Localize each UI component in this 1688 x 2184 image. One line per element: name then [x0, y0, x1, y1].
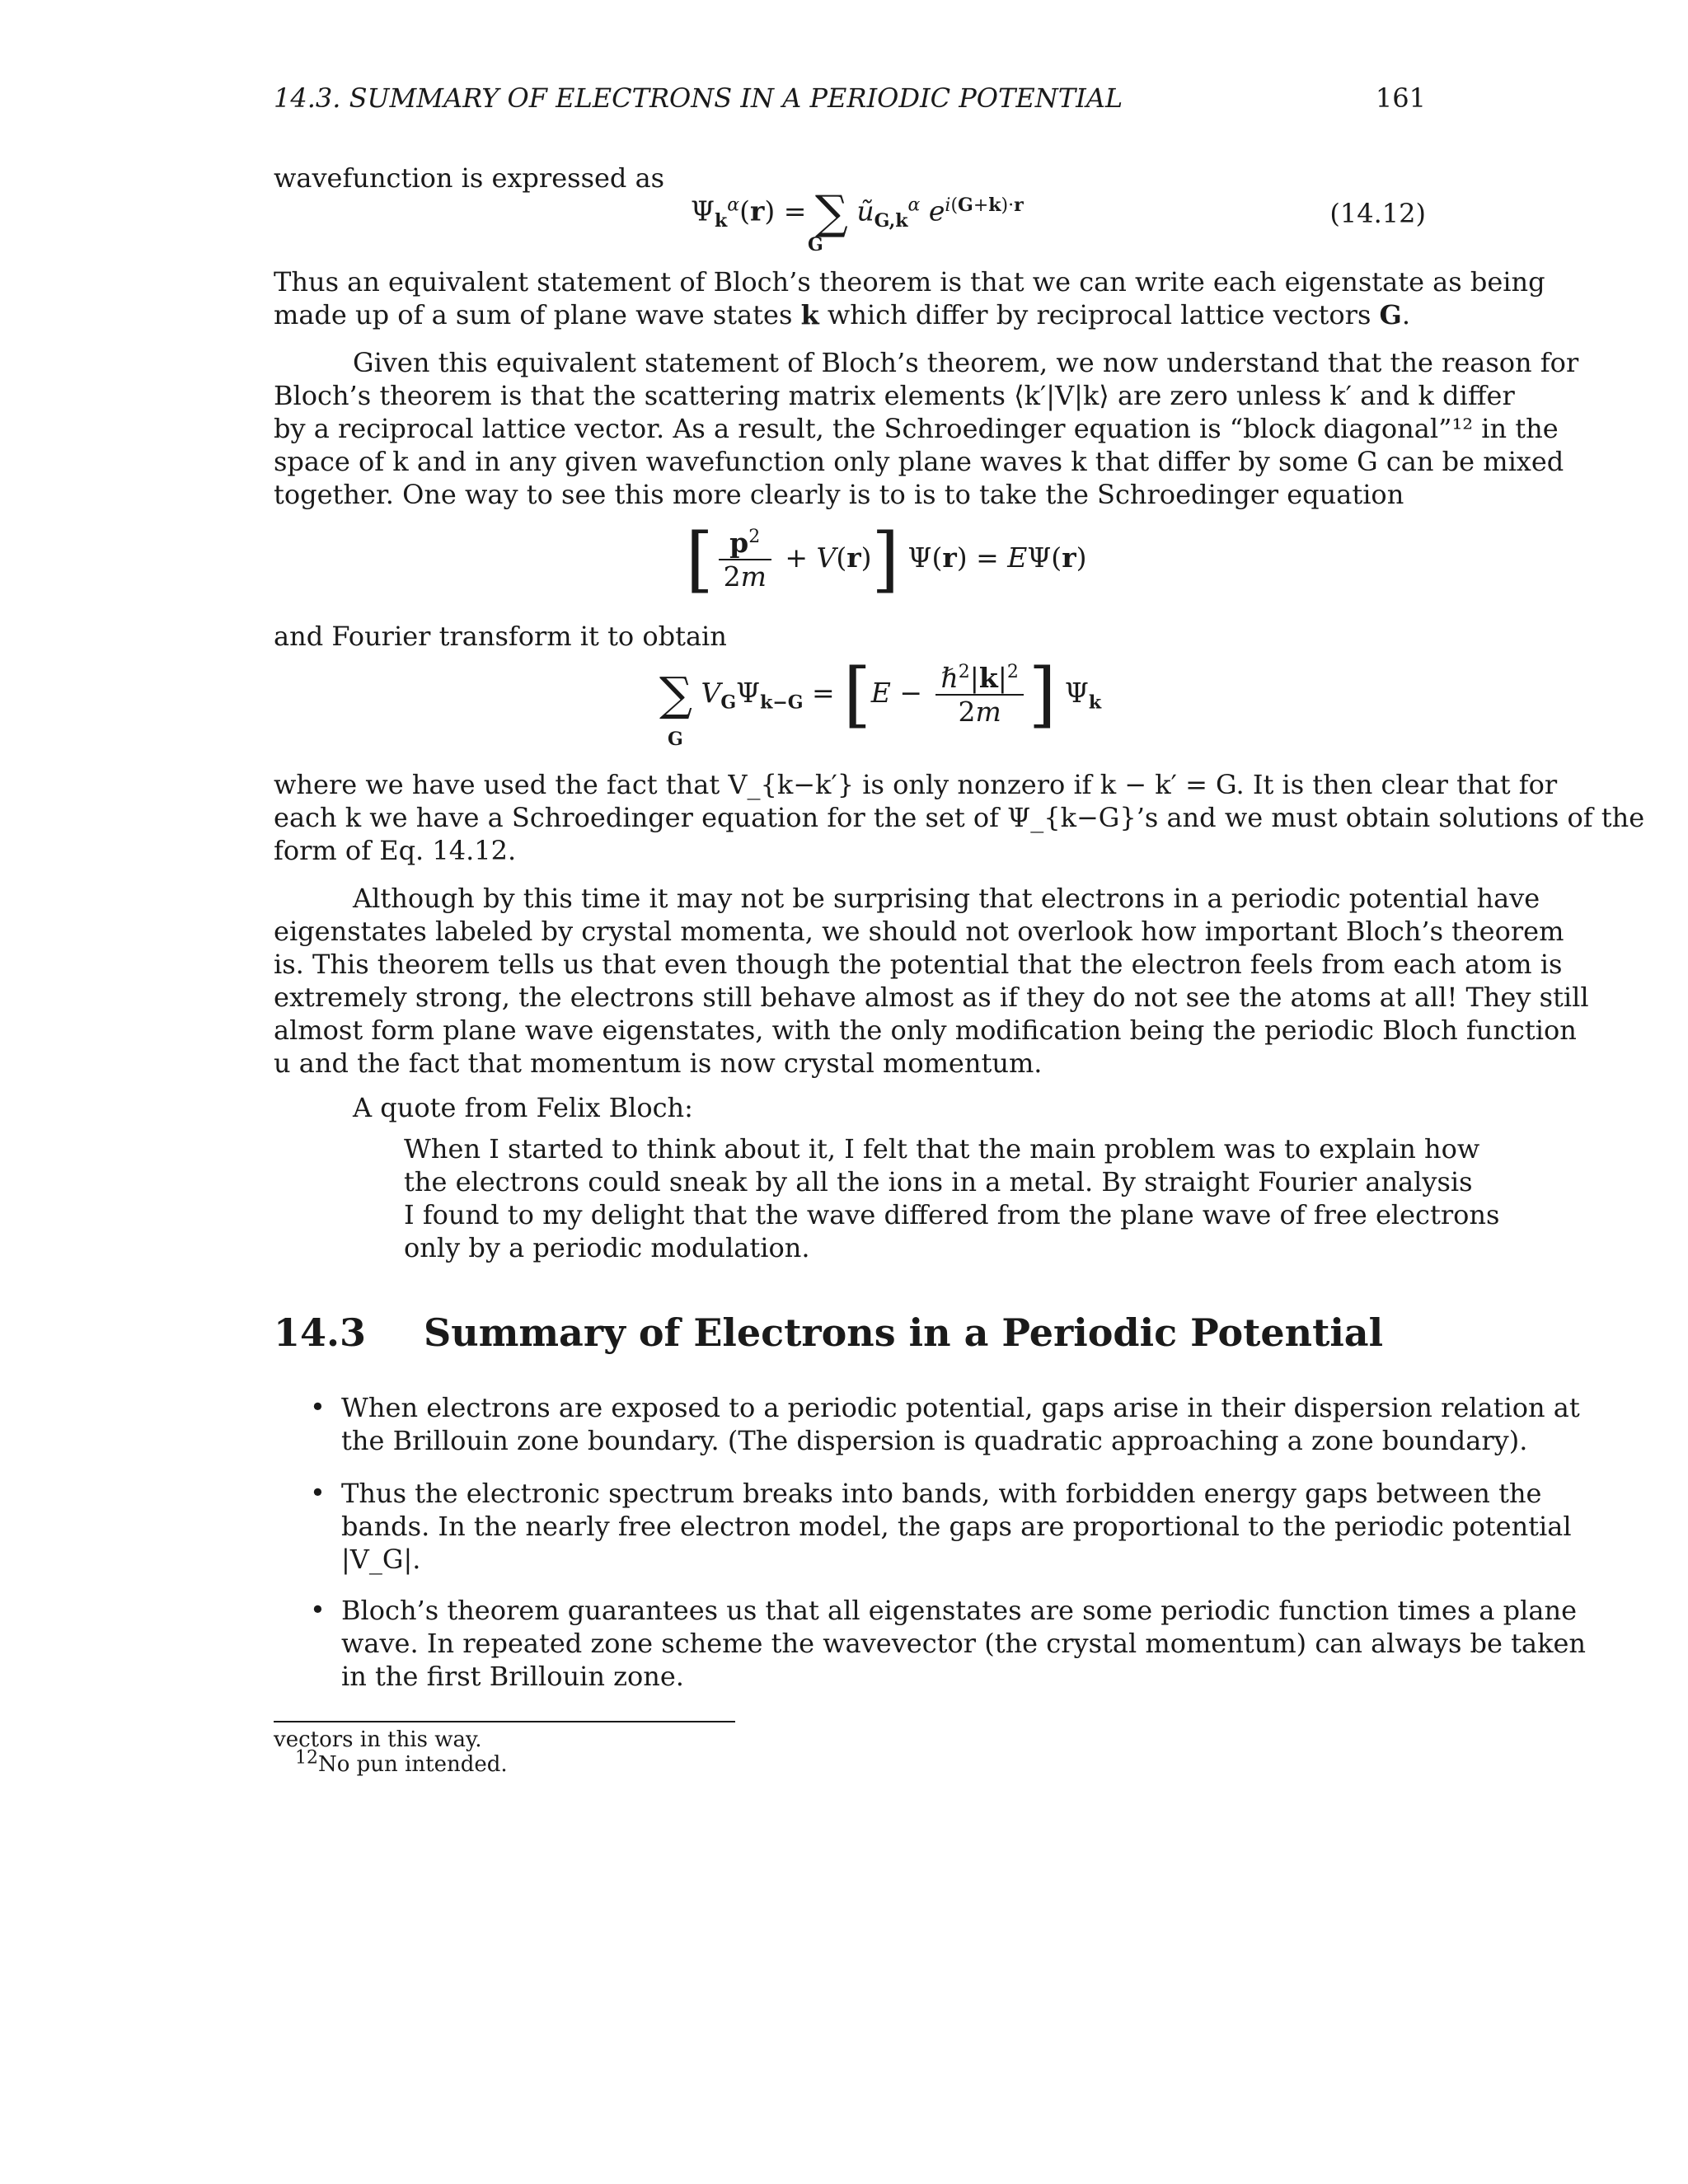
bullet-icon: •: [310, 1477, 326, 1508]
paragraph-3: where we have used the fact that V_{k−k′} is only nonzero if k − k′ = G. It is then clear that for each k we have a Schroedinger equation for the set of Ψ_{k−G}’s and we must obtain solutions of the form of Eq. 14.12.: [274, 769, 1645, 866]
footnote-12: $^{12}$No pun intended.: [295, 1747, 508, 1777]
fourier-lead: and Fourier transform it to obtain: [274, 621, 727, 652]
paragraph-4: Although by this time it may not be surprising that electrons in a periodic potential have eigenstates labeled by crystal momenta, we should not overlook how important Bloch’s theorem is. This theorem tells us that even though the potential that the electron feels from each atom is extremely strong, the electrons still behave almost as if they do not see the atoms at all! They still almost form plane wave eigenstates, with the only modification being the periodic Bloch function u and the fact that momentum is now crystal momentum.: [274, 883, 1589, 1079]
bloch-quote: When I started to think about it, I felt that the main problem was to explain how the electrons could sneak by all the ions in a metal. By straight Fourier analysis I found to my delight that the wave differed from the plane wave of free electrons only by a periodic modulation.: [404, 1133, 1500, 1263]
equation-number: (14.12): [1329, 198, 1426, 229]
footnote-rule: [274, 1721, 735, 1722]
bullet-item-1: When electrons are exposed to a periodic potential, gaps arise in their dispersion relation at the Brillouin zone boundary. (The dispersion is quadratic approaching a zone boundary).: [341, 1392, 1580, 1456]
section-heading: 14.3 Summary of Electrons in a Periodic Potential: [274, 1310, 1384, 1355]
quote-intro: A quote from Felix Bloch:: [353, 1092, 693, 1123]
equation-14-12: $\Psi_k^\alpha(r)$ = ∑ $ũ_{G,k}^\alpha$ $e^{i(G+k)\cdot r}$: [691, 186, 1024, 240]
footnote-continued: vectors in this way.: [274, 1727, 482, 1752]
running-header: [274, 82, 1426, 114]
paragraph-2: Given this equivalent statement of Bloch’s theorem, we now understand that the reason for Bloch’s theorem is that the scattering matrix elements ⟨k′|V|k⟩ are zero unless k′ and k differ by a reciprocal lattice vector. As a result, the Schroedinger equation is “block diagonal”¹² in the space of k and in any given wavefunction only plane waves k that differ by some G can be mixed together. One way to see this more clearly is to is to take the Schroedinger equation: [274, 347, 1579, 510]
schroedinger-equation: [ $\frac{p^2}{2m}$ + V(r)] Ψ(r) = EΨ(r): [686, 518, 1087, 601]
paragraph-1: Thus an equivalent statement of Bloch’s theorem is that we can write each eigenstate as being made up of a sum of plane wave states k which differ by reciprocal lattice vectors G.: [274, 266, 1545, 330]
bullet-item-2: Thus the electronic spectrum breaks into bands, with forbidden energy gaps between the bands. In the nearly free electron model, the gaps are proportional to the periodic potential |V_G|.: [341, 1478, 1572, 1575]
bullet-item-3: Bloch’s theorem guarantees us that all eigenstates are some periodic function times a plane wave. In repeated zone scheme the wavevector (the crystal momentum) can always be taken in the first Brillouin zone.: [341, 1595, 1587, 1692]
lead-text: wavefunction is expressed as: [274, 162, 665, 194]
bullet-icon: •: [310, 1594, 326, 1625]
textbook-page: 14.3. SUMMARY OF ELECTRONS IN A PERIODIC POTENTIAL 161 wavefunction is expressed as $\Psi_k^\alpha(r)$ = ∑ $ũ_{G,k}^\alpha$ $e^{i(G+k)\cdot r}$ G (14.12) Thus an equivalent statement of Bloch’s theorem is that we can write each eigenstate as being made up of a sum of plane wave states k which differ by reciprocal lattice vectors G. Given this equivalent statement of Bloch’s theorem, we now understand that the reason for Bloch’s theorem is that the scattering matrix elements ⟨k′|V|k⟩ are zero unless k′ and k differ by a reciprocal lattice vector. As a result, the Schroedinger equation is “block diagonal”¹² in the space of k and in any given wavefunction only plane waves k that differ by some G can be mixed together. One way to see this more clearly is to is to take the Schroedinger equation [ $\frac{p^2}{2m}$ + V(r)] Ψ(r) = EΨ(r) and Fourier transform it to obtain ∑ $V_G\Psi_{k-G} = [E$ − $\frac{\hbar^2|k|^2}{2m}$ ] $\Psi_k$ G where we have used the fact that V_{k−k′} is only nonzero if k − k′ = G. It is then clear that for each k we have a Schroedinger equation for the set of Ψ_{k−G}’s and we must obtain solutions of the form of Eq. 14.12. Although by this time it may not be surprising that electrons in a periodic potential have eigenstates labeled by crystal momenta, we should not overlook how important Bloch’s theorem is. This theorem tells us that even though the potential that the electron feels from each atom is extremely strong, the electrons still behave almost as if they do not see the atoms at all! They still almost form plane wave eigenstates, with the only modification being the periodic Bloch function u and the fact that momentum is now crystal momentum. A quote from Felix Bloch: When I started to think about it, I felt that the main problem was to explain how the electrons could sneak by all the ions in a metal. By straight Fourier analysis I found to my delight that the wave differed from the plane wave of free electrons only by a periodic modulation. 14.3 Summary of Electrons in a Periodic Potential • When electrons are exposed to a periodic potential, gaps arise in their dispersion relation at the Brillouin zone boundary. (The dispersion is quadratic approaching a zone boundary). • Thus the electronic spectrum breaks into bands, with forbidden energy gaps between the bands. In the nearly free electron model, the gaps are proportional to the periodic potential |V_G|. • Bloch’s theorem guarantees us that all eigenstates are some periodic function times a plane wave. In repeated zone scheme the wavevector (the crystal momentum) can always be taken in the first Brillouin zone. vectors in this way. $^{12}$No pun intended.: [274, 82, 1645, 1777]
bullet-icon: •: [310, 1391, 326, 1422]
running-title: 14.3. SUMMARY OF ELECTRONS IN A PERIODIC POTENTIAL: [274, 82, 1123, 114]
page-number: 161: [1375, 82, 1426, 114]
fourier-equation: ∑ $V_G\Psi_{k-G} = [E$ − $\frac{\hbar^2|k|^2}{2m}$ ] $\Psi_k$: [659, 654, 1102, 736]
